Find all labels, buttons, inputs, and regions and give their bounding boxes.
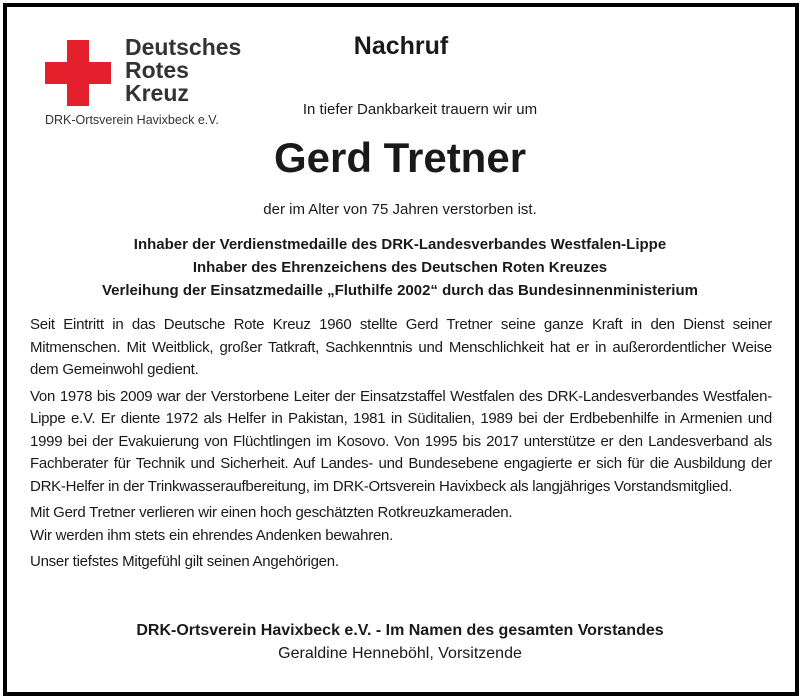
paragraph: Unser tiefstes Mitgefühl gilt seinen Angehörigen. — [30, 553, 339, 570]
logo-line: Rotes — [125, 57, 189, 83]
paragraph: Mit Gerd Tretner verlieren wir einen hoch geschätzten Rotkreuzkameraden. — [30, 504, 513, 521]
paragraph: Von 1978 bis 2009 war der Verstorbene Leiter der Einsatzstaffel Westfalen des DRK-Landesverbandes Westfalen-Lippe e.V. Er diente 1972 als Helfer in Pakistan, 1981 in Süditalien, 1989 bei der Erdbebenhilfe in Armenien und 1999 bei der Evakuierung von Flüchtlingen im Kosovo. Von 1995 bis 2017 unterstütze er den Landesverband als Fachberater für Technik und Sicherheit. Auf Landes- und Bundesebene engagierte er sich für die Ausbildung der DRK-Helfer in der Trinkwasseraufbereitung, im DRK-Ortsverein Havixbeck als langjähriges Vorstandsmitglied. — [30, 387, 772, 495]
deceased-name: Gerd Tretner — [273, 134, 527, 181]
obituary-body — [30, 314, 772, 578]
title-text: Nachruf — [353, 32, 449, 60]
honor-item: Inhaber der Verdienstmedaille des DRK-Landesverbandes Westfalen-Lippe — [133, 236, 667, 253]
intro-line — [0, 101, 800, 118]
logo-line: Deutsches — [125, 34, 242, 60]
logo-subtitle: DRK-Ortsverein Havixbeck e.V. — [45, 113, 219, 127]
honors-list — [0, 233, 800, 302]
page-title — [0, 32, 800, 61]
signature — [0, 619, 800, 665]
signature-person: Geraldine Henneböhl, Vorsitzende — [278, 645, 522, 662]
signature-org: DRK-Ortsverein Havixbeck e.V. - Im Namen des gesamten Vorstandes — [136, 622, 664, 639]
logo-line: Kreuz — [125, 80, 189, 106]
paragraph: Wir werden ihm stets ein ehrendes Andenken bewahren. — [30, 526, 394, 544]
honor-item: Verleihung der Einsatzmedaille „Fluthilfe 2002“ durch das Bundesinnenministerium — [102, 282, 698, 299]
intro-text: In tiefer Dankbarkeit trauern wir um — [302, 101, 538, 118]
age-line: der im Alter von 75 Jahren verstorben ist. — [263, 201, 537, 218]
paragraph: Seit Eintritt in das Deutsche Rote Kreuz 1960 stellte Gerd Tretner seine ganze Kraft in den Dienst seiner Mitmenschen. Mit Weitblick, großer Tatkraft, Sachkenntnis und Menschlichkeit hat er in außerordentlicher Weise dem Gemeinwohl gedient. — [30, 316, 772, 378]
honor-item: Inhaber des Ehrenzeichens des Deutschen Roten Kreuzes — [192, 259, 608, 276]
